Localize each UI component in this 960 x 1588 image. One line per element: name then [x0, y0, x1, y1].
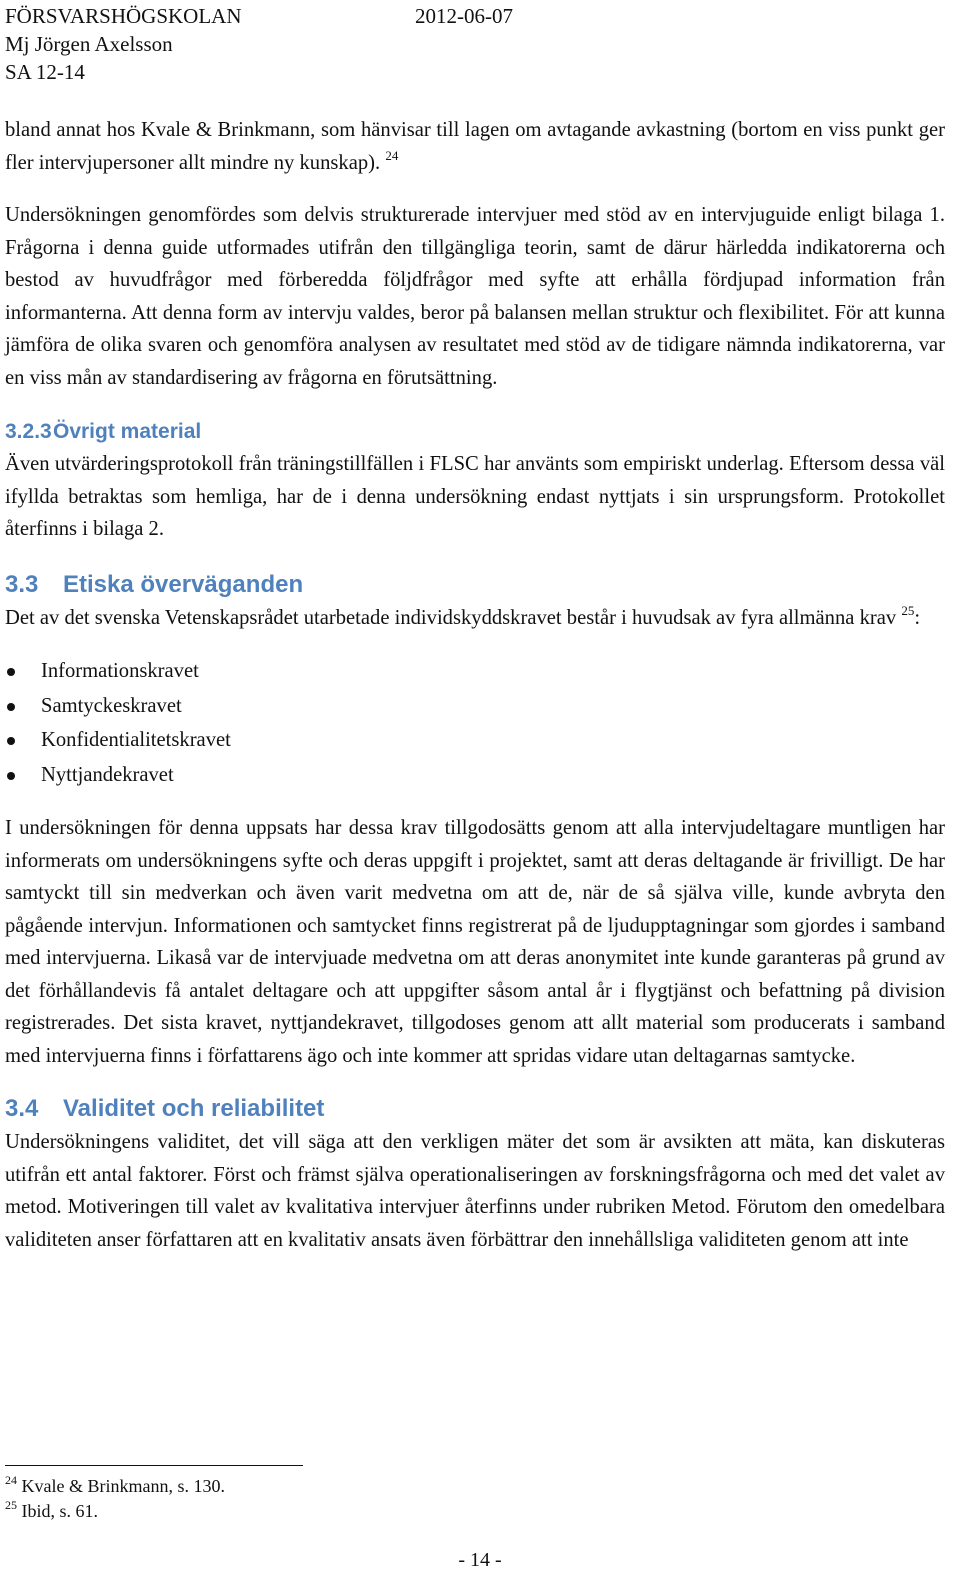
bullet-icon — [7, 772, 15, 780]
footnote-number: 24 — [5, 1473, 17, 1487]
bullet-icon — [7, 737, 15, 745]
section-number: 3.3 — [5, 570, 39, 598]
section-title: Övrigt material — [53, 420, 202, 443]
list-item — [5, 654, 945, 689]
list-item-label: Samtyckeskravet — [41, 694, 182, 717]
paragraph-other-material: Även utvärderingsprotokoll från träningstillfällen i FLSC har använts som empiriskt underlag. Eftersom dessa väl ifyllda betraktas som hemliga, har de i denna undersökning endast nyttjats i sin ursprungsform. Protokollet återfinns i bilaga 2. — [5, 453, 945, 540]
list-item — [5, 723, 945, 758]
list-item-label: Konfidentialitetskravet — [41, 729, 231, 751]
footnote-text: Ibid, s. 61. — [21, 1501, 98, 1521]
paragraph-validity: Undersökningens validitet, det vill säga att den verkligen mäter det som är avsikten att mäta, kan diskuteras utifrån ett antal faktorer. Först och främst själva operationaliseringen av forskningsfrågorna och med det valet av metod. Motiveringen till valet av kvalitativa intervjuer återfinns under rubriken Metod. Förutom den omedelbara validiteten anser författaren att en kvalitativ ansats även förbättrar den innehållsliga validiteten genom att inte — [5, 1131, 945, 1251]
footnote-text: Kvale & Brinkmann, s. 130. — [21, 1476, 225, 1496]
paragraph-text: bland annat hos Kvale & Brinkmann, som hänvisar till lagen om avtagande avkastning (bortom en viss punkt ger fler intervjupersoner allt mindre ny kunskap). — [5, 119, 945, 174]
page-header — [5, 2, 513, 86]
footnotes — [5, 1474, 225, 1524]
list-item-label: Nyttjandekravet — [41, 763, 174, 786]
section-heading-3-3 — [5, 568, 945, 602]
list-item — [5, 758, 945, 793]
footnote-divider — [5, 1465, 303, 1466]
section-number: 3.4 — [5, 1095, 39, 1122]
section-title: Etiska överväganden — [63, 570, 304, 598]
header-course: SA 12-14 — [5, 60, 85, 84]
section-title: Validitet och reliabilitet — [63, 1095, 325, 1122]
paragraph-text: Det av det svenska Vetenskapsrådet utarbetade individskyddskravet består i huvudsak av fyra allmänna krav — [5, 606, 897, 629]
footnote-ref-25[interactable]: 25 — [901, 602, 915, 618]
footnote-24 — [5, 1474, 225, 1499]
paragraph-continuation — [5, 114, 945, 179]
paragraph-method: Undersökningen genomfördes som delvis strukturerade intervjuer med stöd av en intervjuguide enligt bilaga 1. Frågorna i denna guide utformades utifrån den tillgängliga teorin, samt de därur härledda indikatorerna och bestod av huvudfrågor med förberedda följdfrågor med syfte att erhålla fördjupad information från informanterna. Att denna form av intervju valdes, beror på balansen mellan struktur och flexibilitet. För att kunna jämföra de olika svaren och genomföra analysen av resultatet med stöd av de tidigare nämnda indikatorerna, var en viss mån av standardisering av frågorna en förutsättning. — [5, 204, 945, 389]
footnote-25 — [5, 1499, 225, 1524]
page-number: - 14 - — [458, 1549, 502, 1571]
list-item-label: Informationskravet — [41, 660, 199, 682]
paragraph-text-end: : — [914, 606, 921, 629]
header-organization: FÖRSVARSHÖGSKOLAN — [5, 4, 242, 28]
footnote-number: 25 — [5, 1498, 17, 1512]
requirements-list — [5, 654, 945, 792]
bullet-icon — [7, 703, 15, 711]
bullet-icon — [7, 668, 15, 676]
section-heading-3-4 — [5, 1092, 945, 1126]
section-number: 3.2.3 — [5, 420, 52, 443]
section-heading-3-2-3 — [5, 416, 945, 448]
footnote-ref-24[interactable]: 24 — [385, 147, 399, 163]
paragraph-ethics: I undersökningen för denna uppsats har dessa krav tillgodosätts genom att alla intervjudeltagare muntligen har informerats om undersökningens syfte och deras uppgift i projektet, samt att deras deltagande är frivilligt. De har samtyckt till sin medverkan och även varit medvetna om att de, när de så själva ville, kunde avbryta den pågående intervjun. Informationen och samtycket finns registrerat på de ljudupptagningar som gjordes i samband med intervjuerna. Likaså var de intervjuade medvetna om att deras anonymitet inte kunde garanteras på grund av det förhållandevis få antalet deltagare och att uppgifter såsom antal år i flygtjänst och befattning på division registrerades. Det sista kravet, nyttjandekravet, tillgodoses genom att allt material som producerats i samband med intervjuerna finns i författarens ägo och inte kommer att spridas vidare utan deltagarnas samtycke. — [5, 817, 945, 1067]
list-item — [5, 689, 945, 724]
header-author: Mj Jörgen Axelsson — [5, 32, 173, 56]
paragraph-ethics-intro — [5, 602, 945, 635]
header-date: 2012-06-07 — [415, 4, 513, 28]
document-body — [5, 114, 945, 1256]
